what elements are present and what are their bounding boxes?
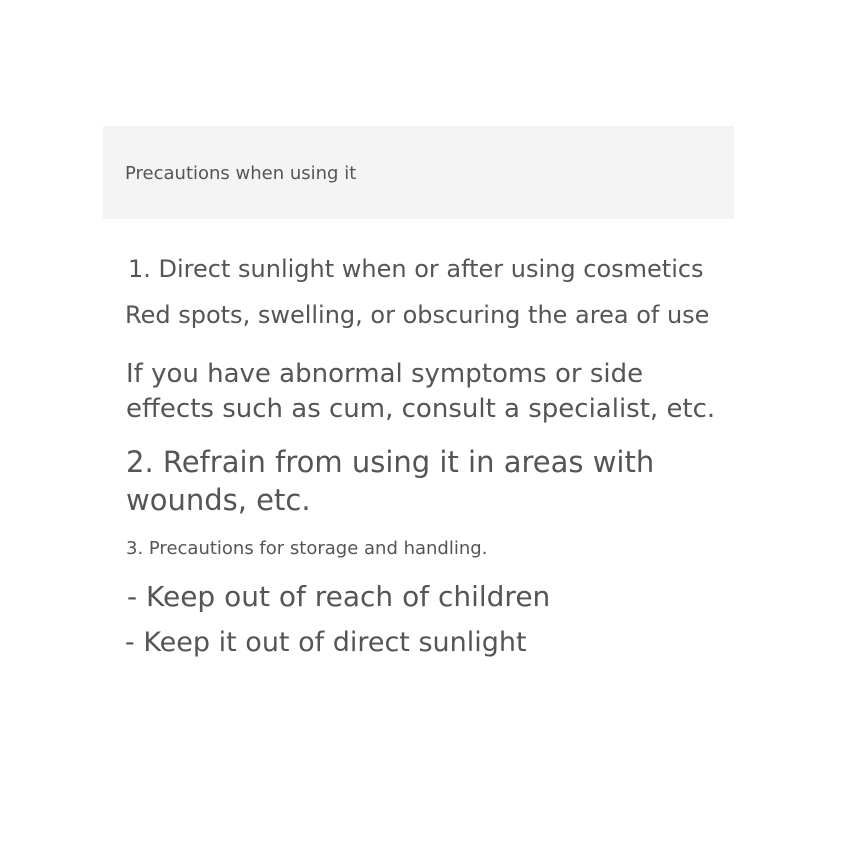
precaution-1-advice-line-1: If you have abnormal symptoms or side [126, 359, 644, 389]
storage-item-sunlight: - Keep it out of direct sunlight [125, 627, 527, 658]
precaution-1-text: 1. Direct sunlight when or after using cosmetics [128, 255, 704, 283]
precaution-1-symptoms-text: Red spots, swelling, or obscuring the area of use [125, 301, 710, 329]
precaution-2-line-2: wounds, etc. [126, 483, 311, 517]
precaution-3-heading: 3. Precautions for storage and handling. [126, 538, 488, 559]
storage-item-children: - Keep out of reach of children [127, 580, 551, 613]
header-bar [103, 126, 734, 219]
section-title: Precautions when using it [125, 163, 357, 184]
precaution-1-advice [126, 357, 715, 427]
precaution-2-text [126, 443, 654, 519]
precaution-1-advice-line-2: effects such as cum, consult a specialist, etc. [126, 394, 716, 424]
precaution-2-line-1: 2. Refrain from using it in areas with [126, 445, 655, 479]
